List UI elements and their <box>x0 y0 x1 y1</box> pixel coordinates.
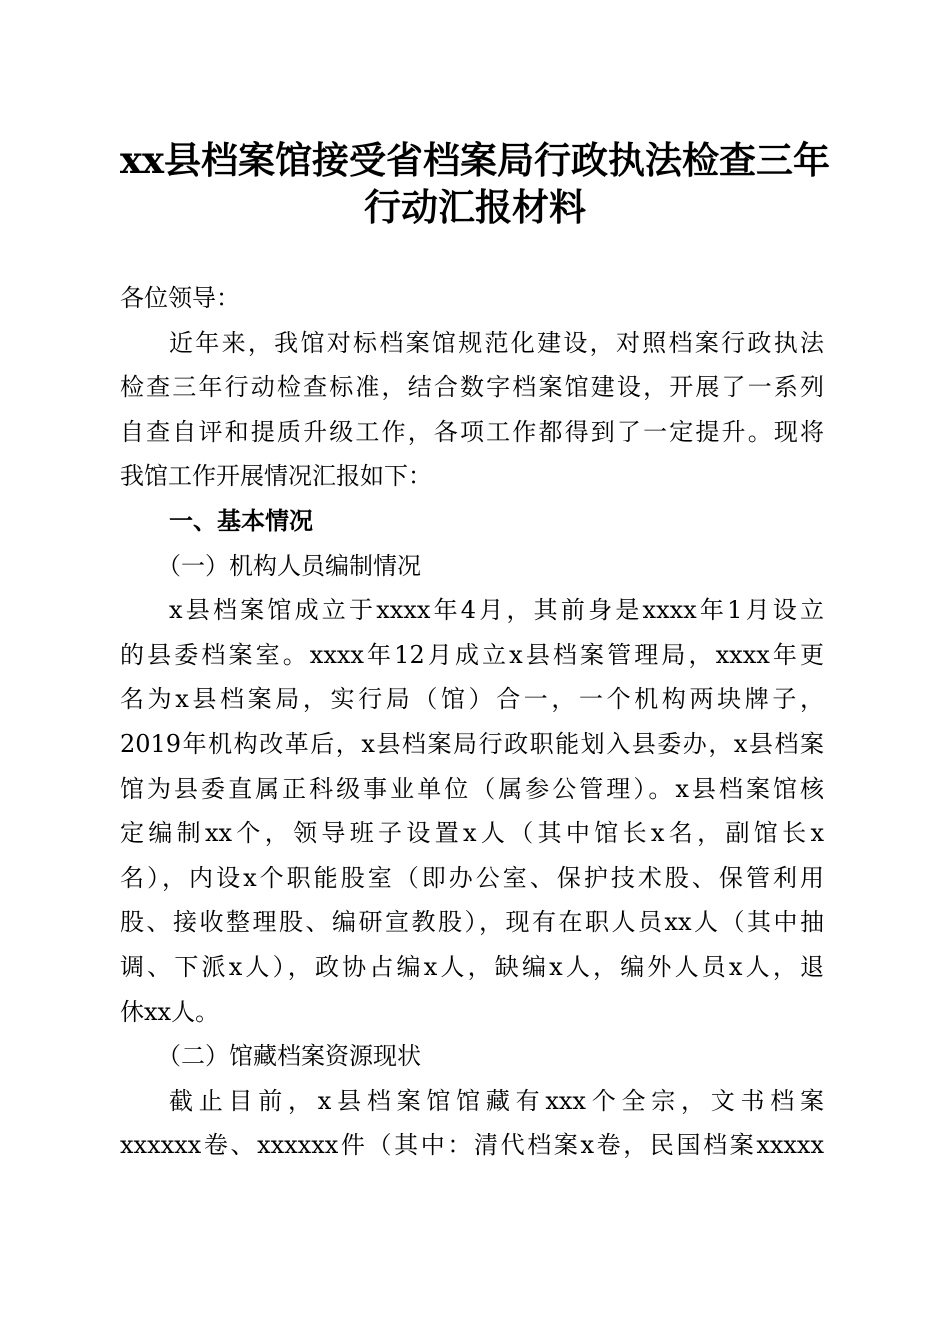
holdings-paragraph <box>120 1079 824 1168</box>
paragraph-line: 名为x县档案局，实行局（馆）合一，一个机构两块牌子， <box>120 685 824 714</box>
paragraph-line: 截止目前，x县档案馆馆藏有xxx个全宗，文书档案 <box>169 1086 824 1115</box>
salutation: 各位领导： <box>120 284 240 312</box>
paragraph-line: xxxxxx卷、xxxxxx件（其中：清代档案x卷，民国档案xxxxx <box>120 1131 824 1160</box>
paragraph-line: 定编制xx个，领导班子设置x人（其中馆长x名，副馆长x <box>120 819 824 848</box>
paragraph-line: 馆为县委直属正科级事业单位（属参公管理）。x县档案馆核 <box>120 774 824 803</box>
section-heading: 一、基本情况 <box>169 506 313 535</box>
paragraph-line: 名），内设x个职能股室（即办公室、保护技术股、保管利用 <box>120 863 824 892</box>
paragraph-line: 调、下派x人），政协占编x人，缺编x人，编外人员x人，退 <box>120 952 824 981</box>
staffing-paragraph <box>120 588 824 1034</box>
document-title-line-1: xx县档案馆接受省档案局行政执法检查三年 <box>119 138 831 182</box>
paragraph-line: x县档案馆成立于xxxx年4月，其前身是xxxx年1月设立 <box>169 596 824 625</box>
paragraph-line: 的县委档案室。xxxx年12月成立x县档案管理局，xxxx年更 <box>120 640 824 669</box>
paragraph-line: 2019年机构改革后，x县档案局行政职能划入县委办，x县档案 <box>120 729 824 758</box>
document-title-line-2: 行动汇报材料 <box>364 185 586 229</box>
paragraph-line: 休xx人。 <box>120 997 220 1026</box>
subsection-heading: （二）馆藏档案资源现状 <box>157 1042 421 1071</box>
paragraph-line: 检查三年行动检查标准，结合数字档案馆建设，开展了一系列 <box>120 373 824 402</box>
intro-paragraph <box>120 321 824 499</box>
paragraph-line: 自查自评和提质升级工作，各项工作都得到了一定提升。现将 <box>120 417 824 446</box>
paragraph-line: 股、接收整理股、编研宣教股），现有在职人员xx人（其中抽 <box>120 908 824 937</box>
document-body <box>120 276 824 1168</box>
paragraph-line: 近年来，我馆对标档案馆规范化建设，对照档案行政执法 <box>169 328 824 357</box>
paragraph-line: 我馆工作开展情况汇报如下： <box>120 462 432 491</box>
subsection-heading: （一）机构人员编制情况 <box>157 551 421 580</box>
